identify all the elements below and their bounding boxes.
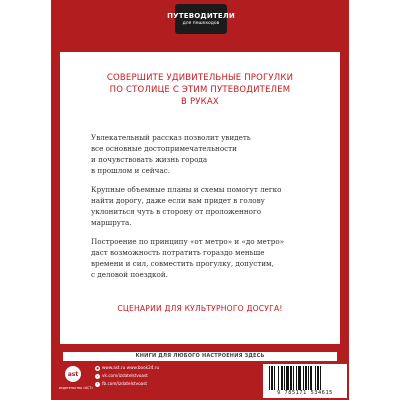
link-websites[interactable]: [95, 364, 159, 372]
logo-series-name: ПУТЕВОДИТЕЛИ: [167, 11, 235, 20]
paragraph-line: с деловой поездкой.: [91, 270, 168, 279]
barcode-bars-icon: [269, 366, 341, 390]
paragraph-overview: [91, 132, 319, 176]
paragraph-line: уклониться чуть в сторону от проложенного: [91, 207, 262, 216]
paragraph-line: маршрута.: [91, 218, 132, 227]
facebook-icon: f: [96, 381, 99, 386]
imprint-text: издательство «АСТ»: [58, 386, 94, 390]
call-to-action: СЦЕНАРИИ ДЛЯ КУЛЬТУРНОГО ДОСУГА!: [117, 304, 283, 313]
link-text: www.ast.ru www.book24.ru: [102, 365, 160, 370]
tagline-bar: КНИГИ ДЛЯ ЛЮБОГО НАСТРОЕНИЯ ЗДЕСЬ: [63, 352, 337, 361]
link-text: fb.com/izdatelstvoast: [102, 381, 148, 386]
isbn-text: ISBN 978-5-17-153461-5: [276, 356, 334, 361]
paragraph-line: в прошлом и сейчас.: [91, 166, 170, 175]
paragraph-line: даст возможность потратить гораздо меньше: [91, 248, 265, 257]
paragraph-line: найти дорогу, даже если вам придет в голову: [91, 196, 265, 205]
paragraph-line: и почувствовать жизнь города: [91, 155, 208, 164]
link-vk[interactable]: [95, 372, 159, 380]
headline-line: ПО СТОЛИЦЕ С ЭТИМ ПУТЕВОДИТЕЛЕМ: [109, 85, 291, 95]
ast-logo-icon: ast: [65, 366, 81, 382]
barcode: [263, 356, 347, 398]
headline-line: В РУКАХ: [181, 97, 219, 107]
globe-icon: ●: [96, 365, 99, 370]
paragraph-line: все основные достопримечательности: [91, 144, 237, 153]
paragraph-line: времени и сил, совместить прогулку, допустим,: [91, 259, 274, 268]
logo-series-subtitle: для пешеходов: [182, 20, 220, 26]
book-back-cover: [51, 0, 349, 400]
paragraph-metro: [91, 236, 319, 280]
publisher-links: [95, 364, 159, 388]
barcode-number: 9 785171 534615: [277, 390, 333, 396]
link-text: vk.com/izdatelstvoast: [102, 373, 148, 378]
paragraph-line: Построение по принципу «от метро» и «до метро»: [91, 237, 285, 246]
headline-line: СОВЕРШИТЕ УДИВИТЕЛЬНЫЕ ПРОГУЛКИ: [106, 73, 294, 83]
vk-icon: v: [96, 373, 99, 378]
link-facebook[interactable]: [95, 380, 159, 388]
paragraph-maps: [91, 184, 319, 228]
headline: [60, 72, 340, 108]
paragraph-line: Крупные объемные планы и схемы помогут легко: [91, 185, 282, 194]
publisher-logo: [167, 4, 235, 34]
text-panel: [60, 52, 340, 344]
paragraph-line: Увлекательный рассказ позволит увидеть: [91, 133, 251, 142]
